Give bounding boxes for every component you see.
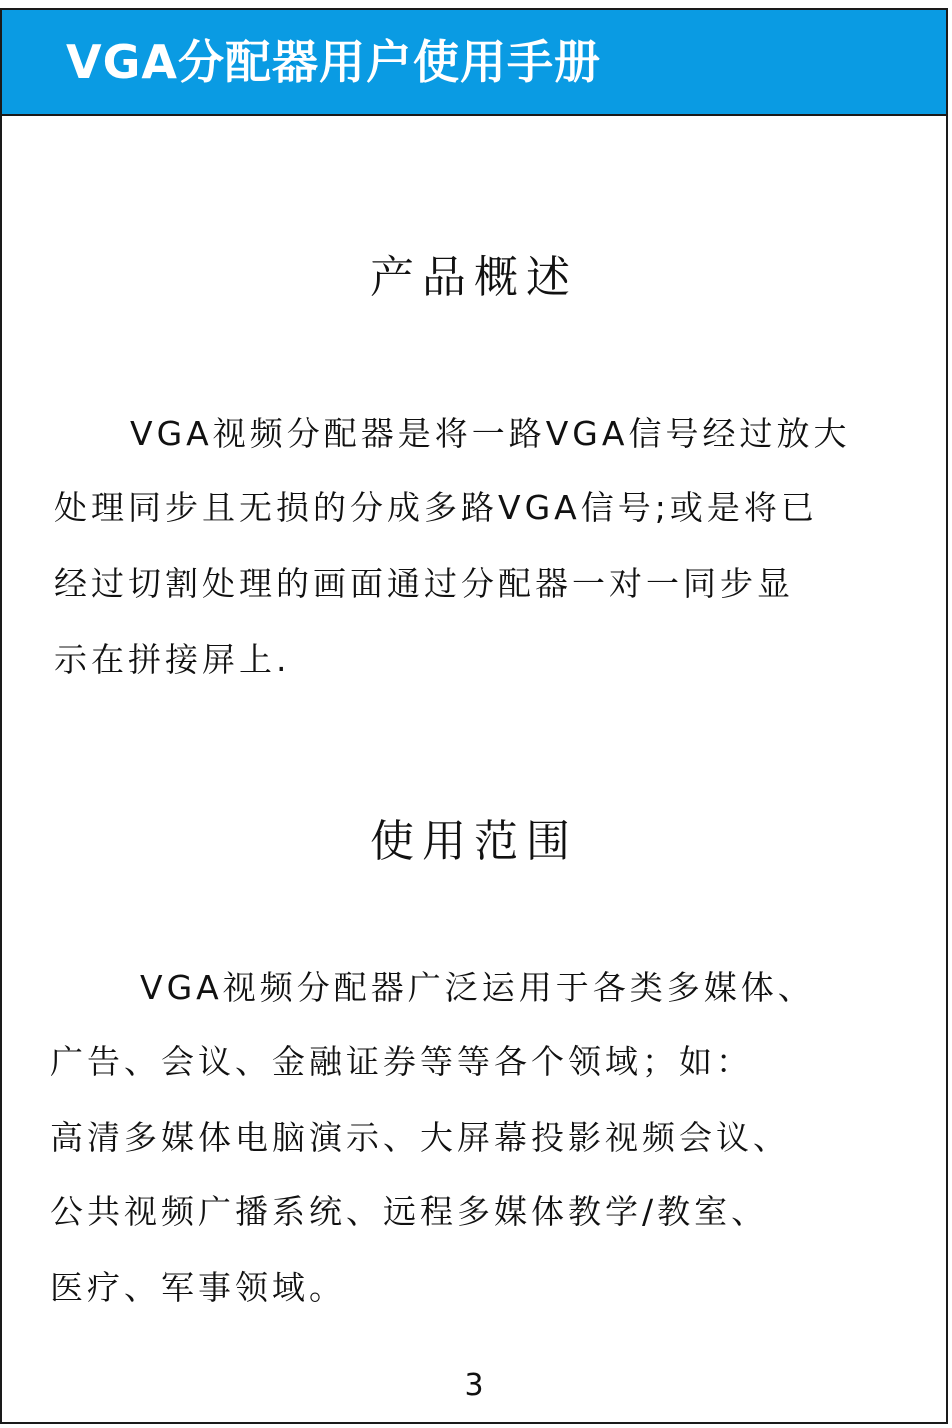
section-heading-overview: 产品概述 <box>370 252 578 303</box>
scope-line-3: 高清多媒体电脑演示、大屏幕投影视频会议、 <box>50 1118 790 1157</box>
scope-line-2: 广告、会议、金融证券等等各个领域；如： <box>50 1042 753 1081</box>
overview-line-1: VGA视频分配器是将一路VGA信号经过放大 <box>130 414 851 453</box>
section-heading-scope: 使用范围 <box>370 816 578 867</box>
manual-page <box>0 8 948 1424</box>
scope-line-4: 公共视频广播系统、远程多媒体教学/教室、 <box>50 1192 769 1231</box>
manual-title: VGA分配器用户使用手册 <box>66 35 601 89</box>
page-number: 3 <box>464 1368 484 1403</box>
overview-line-3: 经过切割处理的画面通过分配器一对一同步显 <box>54 564 794 603</box>
overview-line-2: 处理同步且无损的分成多路VGA信号;或是将已 <box>54 488 818 527</box>
overview-line-4: 示在拼接屏上. <box>54 640 291 679</box>
scope-line-1: VGA视频分配器广泛运用于各类多媒体、 <box>140 968 815 1007</box>
header-banner <box>2 10 946 116</box>
scope-line-5: 医疗、军事领域。 <box>50 1268 346 1307</box>
